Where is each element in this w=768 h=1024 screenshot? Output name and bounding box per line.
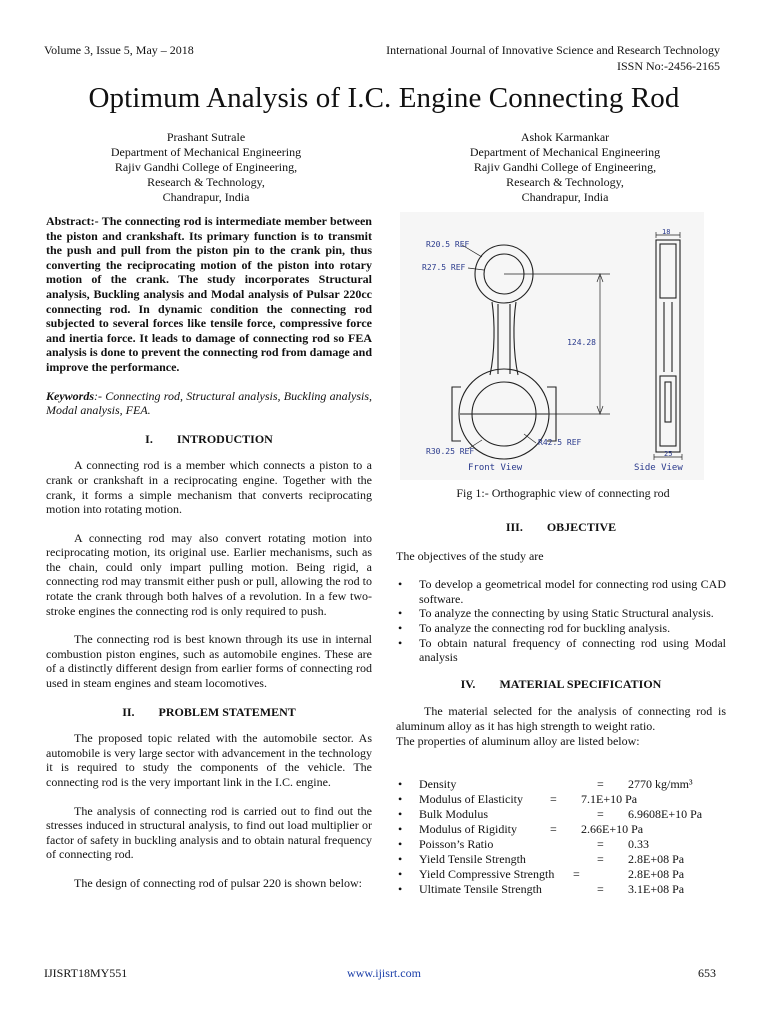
- property-eq: =: [597, 852, 604, 866]
- author-dept: Department of Mechanical Engineering: [110, 145, 302, 159]
- property-row: • Modulus of Rigidity = 2.66E+10 Pa: [398, 822, 644, 836]
- label-r42: R42.5 REF: [538, 438, 582, 447]
- property-row: • Yield Compressive Strength = 2.8E+08 Pa: [398, 867, 685, 881]
- author-college: Research & Technology,: [147, 175, 265, 189]
- property-row: • Density = 2770 kg/mm³: [398, 777, 693, 791]
- list-item: • To obtain natural frequency of connecting rod using Modal analysis: [396, 636, 726, 665]
- connecting-rod-figure: [400, 212, 704, 480]
- property-name: Bulk Modulus: [419, 807, 489, 821]
- side-view-slot: [665, 382, 671, 422]
- list-item: • To analyze the connecting by using Static Structural analysis.: [396, 606, 726, 621]
- label-r20: R20.5 REF: [426, 240, 470, 249]
- orthographic-drawing: [400, 212, 704, 480]
- objective-intro: The objectives of the study are: [396, 548, 544, 563]
- property-value: 6.9608E+10 Pa: [628, 807, 703, 821]
- author-city: Chandrapur, India: [521, 190, 609, 204]
- property-eq: =: [550, 792, 557, 806]
- author-college: Rajiv Gandhi College of Engineering,: [114, 160, 298, 174]
- label-r30: R30.25 REF: [426, 447, 475, 456]
- property-value: 2.8E+08 Pa: [628, 867, 685, 881]
- side-view-small-end: [660, 244, 676, 298]
- bolt-boss-left: [452, 387, 461, 441]
- keywords: [46, 389, 372, 418]
- objective-list: [396, 577, 726, 665]
- leader: [524, 434, 536, 443]
- footer-website-link[interactable]: www.ijisrt.com: [347, 966, 421, 980]
- paragraph: The proposed topic related with the automobile sector. As automobile is very large sector with advancement in the technology it is required to study the components of the vehicle. The connecting rod is the very important link in the I.C. engine.: [46, 731, 372, 789]
- property-name: Yield Compressive Strength: [419, 867, 555, 881]
- property-value: 2770 kg/mm³: [628, 777, 693, 791]
- journal-name: International Journal of Innovative Science and Research Technology: [386, 43, 720, 57]
- property-name: Ultimate Tensile Strength: [419, 882, 542, 896]
- abstract: [46, 214, 372, 375]
- property-value: 3.1E+08 Pa: [628, 882, 685, 896]
- keywords-label: Keywords: [46, 388, 94, 403]
- left-column: [46, 214, 372, 891]
- author-college: Research & Technology,: [506, 175, 624, 189]
- paper-title: Optimum Analysis of I.C. Engine Connecting Rod: [88, 82, 680, 114]
- abstract-label: Abstract:-: [46, 214, 99, 228]
- label-124: 124.28: [567, 338, 596, 347]
- property-row: • Poisson’s Ratio = 0.33: [398, 837, 649, 851]
- property-eq: =: [597, 837, 604, 851]
- paragraph: The analysis of connecting rod is carried out to find out the stresses induced in structural analysis, to find out load multiplier or factor of safety in buckling analysis and to obtain natural frequency of connecting rod.: [46, 803, 372, 862]
- paragraph: The properties of aluminum alloy are listed below:: [396, 733, 640, 748]
- list-item: • To develop a geometrical model for connecting rod using CAD software.: [396, 577, 726, 606]
- property-eq: =: [597, 807, 604, 821]
- issn: ISSN No:-2456-2165: [616, 59, 720, 73]
- label-25: 25: [664, 450, 673, 458]
- property-name: Modulus of Elasticity: [419, 792, 523, 806]
- properties-list: [396, 777, 726, 897]
- author-name: Ashok Karmankar: [520, 130, 610, 144]
- property-row: • Modulus of Elasticity = 7.1E+10 Pa: [398, 792, 638, 806]
- section-heading-introduction: I. INTRODUCTION: [145, 431, 273, 446]
- property-name: Poisson’s Ratio: [419, 837, 494, 851]
- author-college: Rajiv Gandhi College of Engineering,: [473, 160, 657, 174]
- property-name: Yield Tensile Strength: [419, 852, 526, 866]
- right-column: [396, 520, 726, 748]
- footer-paper-id: IJISRT18MY551: [44, 966, 128, 980]
- property-eq: =: [573, 867, 580, 881]
- property-row: • Ultimate Tensile Strength = 3.1E+08 Pa: [398, 882, 685, 896]
- paragraph: A connecting rod is a member which connects a piston to a crank or crankshaft in a reciprocating engine. Together with the crank, it forms a simple mechanism that converts reciprocating motion into rotating motion.: [46, 458, 372, 517]
- author-1: [76, 130, 336, 205]
- shank-edge: [490, 302, 494, 375]
- list-item: • To analyze the connecting rod for buckling analysis.: [396, 621, 726, 636]
- section-heading-objective: III. OBJECTIVE: [505, 520, 617, 534]
- section-heading-problem-statement: II. PROBLEM STATEMENT: [122, 704, 296, 719]
- side-view-big-end: [660, 376, 676, 446]
- property-value: 0.33: [628, 837, 649, 851]
- author-name: Prashant Sutrale: [166, 130, 246, 144]
- property-row: • Bulk Modulus = 6.9608E+10 Pa: [398, 807, 703, 821]
- label-18: 18: [662, 228, 671, 236]
- property-eq: =: [550, 822, 557, 836]
- property-name: Modulus of Rigidity: [419, 822, 518, 836]
- abstract-text: The connecting rod is intermediate member between the piston and crankshaft. Its primary function is to transmit the push and pull from the piston pin to the crank pin, thus converting the reciprocating motion of the piston into rotary motion of the crank. The study incorporates Structural analysis, Buckling analysis and Modal analysis of Pulsar 220cc connecting rod. In dynamic condition the connecting rod subjected to several forces like tensile force, compressive force and inertia force. It leads to damage of connecting rod so FEA analysis is done to prevent the connecting rod from damage and improve the performance.: [46, 214, 373, 374]
- author-city: Chandrapur, India: [162, 190, 250, 204]
- paragraph: The connecting rod is best known through its use in internal combustion piston engines, such as automobile engines. These are of a distinctly different design from earlier forms of connecting rod used in steam engines and steam locomotives.: [46, 632, 372, 691]
- property-value: 7.1E+10 Pa: [581, 792, 638, 806]
- property-value: 2.66E+10 Pa: [581, 822, 644, 836]
- property-name: Density: [419, 777, 457, 791]
- property-value: 2.8E+08 Pa: [628, 852, 685, 866]
- label-front-view: Front View: [468, 463, 523, 473]
- property-eq: =: [597, 882, 604, 896]
- property-row: • Yield Tensile Strength = 2.8E+08 Pa: [398, 852, 685, 866]
- paragraph: The material selected for the analysis of connecting rod is aluminum alloy as it has high strength to weight ratio.: [396, 704, 726, 733]
- figure-caption: Fig 1:- Orthographic view of connecting rod: [456, 486, 670, 500]
- issue-info: Volume 3, Issue 5, May – 2018: [44, 43, 194, 57]
- author-2: [435, 130, 695, 205]
- label-r27: R27.5 REF: [422, 263, 466, 272]
- paragraph: A connecting rod may also convert rotating motion into reciprocating motion, its original use. Earlier mechanisms, such as the chain, could only impart pulling motion. Being rigid, a connecting rod may transmit either push or pull, allowing the rod to rotate the crank through both halves of a revolution. In a few two-stroke engines the connecting rod is only required to push.: [46, 530, 372, 618]
- keywords-text: :- Connecting rod, Structural analysis, Buckling analysis, Modal analysis, FEA.: [46, 388, 372, 418]
- property-eq: =: [597, 777, 604, 791]
- section-heading-material: IV. MATERIAL SPECIFICATION: [460, 676, 662, 691]
- label-side-view: Side View: [634, 463, 683, 473]
- shank-edge: [514, 302, 518, 375]
- footer-page-number: 653: [698, 966, 716, 980]
- paragraph: The design of connecting rod of pulsar 220 is shown below:: [74, 875, 362, 890]
- author-dept: Department of Mechanical Engineering: [469, 145, 661, 159]
